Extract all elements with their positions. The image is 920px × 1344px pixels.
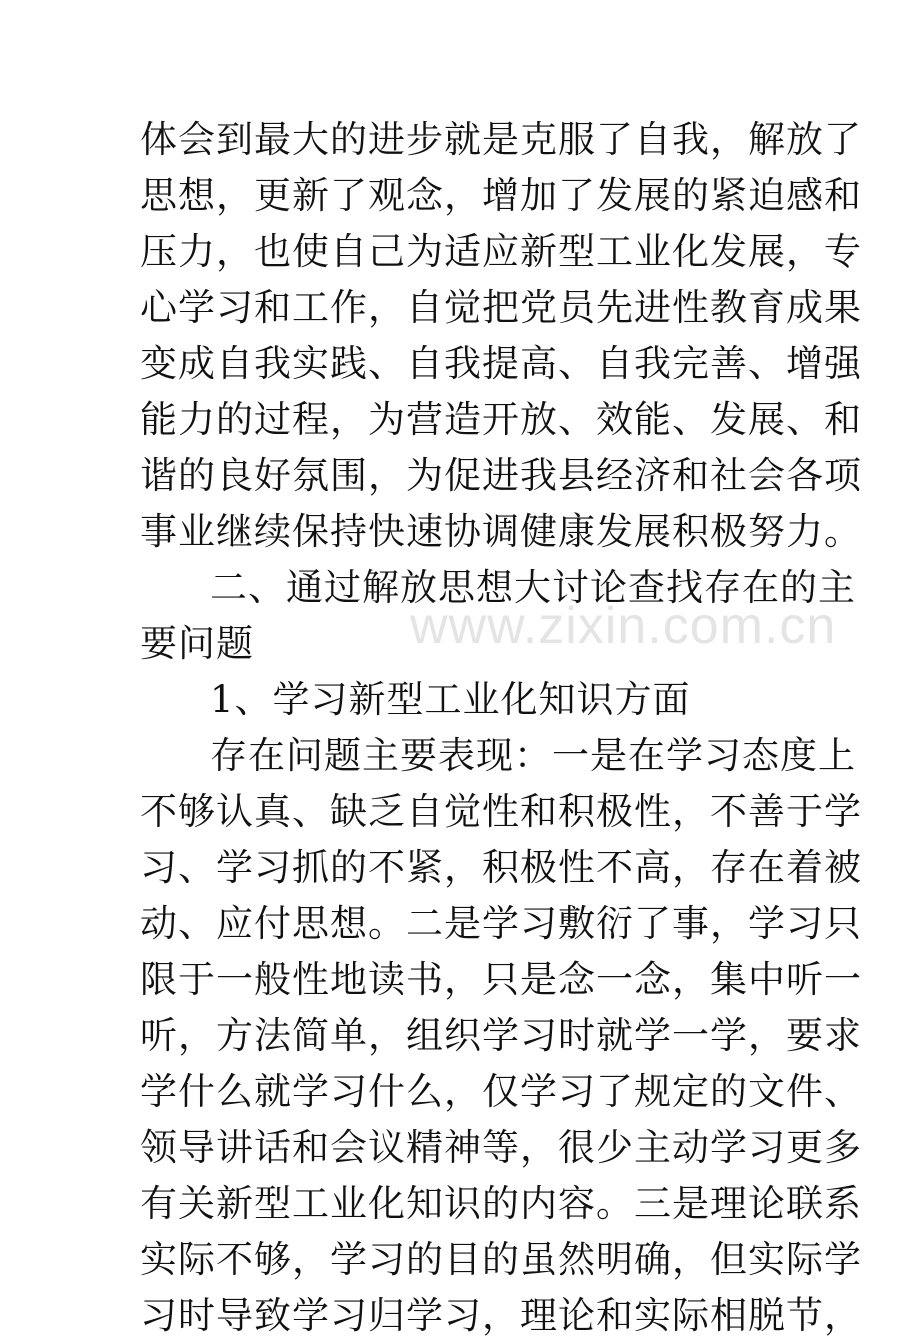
body-text-line: 习时导致学习归学习，理论和实际相脱节， — [140, 1294, 862, 1337]
body-text-line: 动、应付思想。二是学习敷衍了事，学习只 — [140, 902, 862, 945]
section-heading-line: 要问题 — [140, 622, 254, 665]
body-text-line: 限于一般性地读书，只是念一念，集中听一 — [140, 958, 862, 1001]
subsection-heading: 1、学习新型工业化知识方面 — [210, 678, 691, 721]
body-text-line: 体会到最大的进步就是克服了自我，解放了 — [140, 118, 862, 161]
body-text-line: 习、学习抓的不紧，积极性不高，存在着被 — [140, 846, 862, 889]
body-text-line: 事业继续保持快速协调健康发展积极努力。 — [140, 510, 862, 553]
body-text-line: 能力的过程，为营造开放、效能、发展、和 — [140, 398, 862, 441]
body-text-line: 实际不够，学习的目的虽然明确，但实际学 — [140, 1238, 862, 1281]
section-heading-line: 二、通过解放思想大讨论查找存在的主 — [210, 566, 856, 609]
body-text-line: 谐的良好氛围，为促进我县经济和社会各项 — [140, 454, 862, 497]
body-text-line: 心学习和工作，自觉把党员先进性教育成果 — [140, 286, 862, 329]
body-text-line: 有关新型工业化知识的内容。三是理论联系 — [140, 1182, 862, 1225]
body-text-line: 思想，更新了观念，增加了发展的紧迫感和 — [140, 174, 862, 217]
body-text-line: 存在问题主要表现：一是在学习态度上 — [210, 734, 856, 777]
body-text-line: 学什么就学习什么，仅学习了规定的文件、 — [140, 1070, 862, 1113]
body-text-line: 不够认真、缺乏自觉性和积极性，不善于学 — [140, 790, 862, 833]
watermark: www.zixin.com.cn — [410, 597, 837, 655]
body-text-line: 领导讲话和会议精神等，很少主动学习更多 — [140, 1126, 862, 1169]
body-text-line: 听，方法简单，组织学习时就学一学，要求 — [140, 1014, 862, 1057]
body-text-line: 变成自我实践、自我提高、自我完善、增强 — [140, 342, 862, 385]
body-text-line: 压力，也使自己为适应新型工业化发展，专 — [140, 230, 862, 273]
